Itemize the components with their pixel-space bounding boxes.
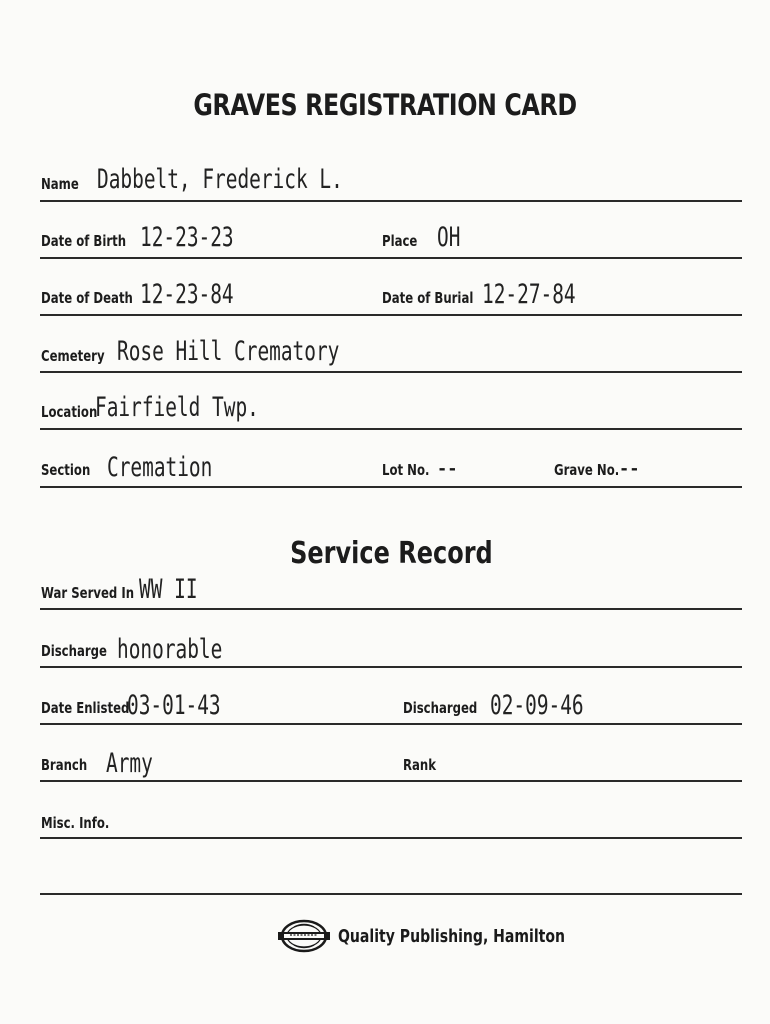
misc-label: Misc. Info. — [41, 814, 110, 832]
discharge-rule — [40, 666, 742, 668]
location-rule — [40, 428, 742, 430]
discharge-value: honorable — [117, 634, 223, 665]
grave-label: Grave No. — [554, 461, 620, 479]
publisher-footer — [276, 918, 629, 954]
war-value: WW II — [139, 574, 198, 605]
branch-value: Army — [106, 748, 153, 779]
location-value: Fairfield Twp. — [95, 392, 259, 423]
name-value: Dabbelt, Frederick L. — [97, 164, 343, 195]
birth-rule — [40, 257, 742, 259]
place-value: OH — [437, 222, 461, 253]
discharged-label: Discharged — [403, 699, 478, 717]
rank-label: Rank — [403, 756, 437, 774]
location-label: Location — [41, 403, 98, 421]
branch-label: Branch — [41, 756, 88, 774]
section-label: Section — [41, 461, 91, 479]
war-label: War Served In — [41, 584, 135, 602]
discharge-label: Discharge — [41, 642, 107, 660]
service-record-title: Service Record — [290, 536, 493, 571]
misc-rule — [40, 837, 742, 839]
enlisted-label: Date Enlisted — [41, 699, 130, 717]
discharged-value: 02-09-46 — [490, 690, 584, 721]
burial-value: 12-27-84 — [482, 279, 576, 310]
card-title: GRAVES REGISTRATION CARD — [193, 88, 577, 122]
death-value: 12-23-84 — [140, 279, 234, 310]
cemetery-value: Rose Hill Crematory — [117, 336, 340, 367]
section-value: Cremation — [107, 452, 213, 483]
birth-value: 12-23-23 — [140, 222, 234, 253]
cemetery-rule — [40, 371, 742, 373]
death-rule — [40, 314, 742, 316]
name-rule — [40, 200, 742, 202]
enlisted-rule — [40, 723, 742, 725]
enlisted-value: 03-01-43 — [127, 690, 221, 721]
misc-rule-2 — [40, 893, 742, 895]
lot-label: Lot No. — [382, 461, 430, 479]
section-rule — [40, 486, 742, 488]
place-label: Place — [382, 232, 418, 250]
publisher-logo-icon — [276, 918, 332, 954]
war-rule — [40, 608, 742, 610]
name-label: Name — [41, 175, 79, 193]
branch-rule — [40, 780, 742, 782]
cemetery-label: Cemetery — [41, 347, 105, 365]
birth-label: Date of Birth — [41, 232, 127, 250]
publisher-name: Quality Publishing, Hamilton — [338, 925, 566, 947]
burial-label: Date of Burial — [382, 289, 474, 307]
grave-value: -- — [619, 459, 640, 479]
death-label: Date of Death — [41, 289, 133, 307]
lot-value: -- — [437, 459, 458, 479]
